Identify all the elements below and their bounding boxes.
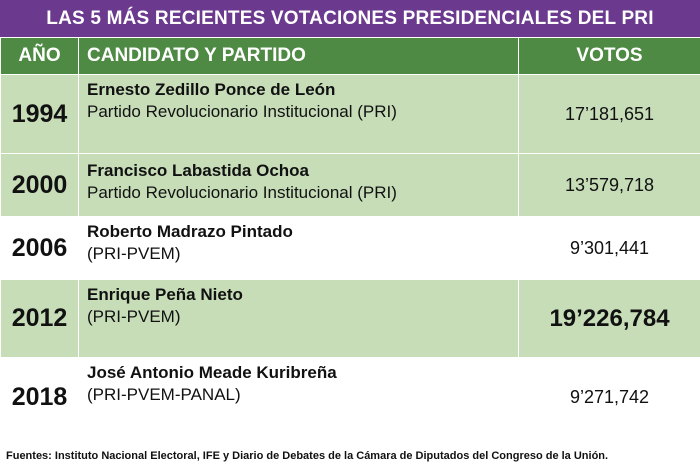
table-header-row xyxy=(1,38,700,75)
candidate-name: Francisco Labastida Ochoa xyxy=(87,161,310,180)
candidate-party: Partido Revolucionario Institucional (PRI) xyxy=(87,183,397,202)
row-year: 2000 xyxy=(1,154,79,217)
table-row xyxy=(1,280,700,358)
row-year: 2012 xyxy=(1,280,79,358)
row-votes: 9’301,441 xyxy=(519,217,700,280)
row-candidate xyxy=(79,154,519,217)
row-candidate xyxy=(79,217,519,280)
candidate-name: José Antonio Meade Kuribreña xyxy=(87,363,337,382)
row-candidate xyxy=(79,358,519,437)
candidate-name: Ernesto Zedillo Ponce de León xyxy=(87,80,336,99)
row-year: 2018 xyxy=(1,358,79,437)
sources-note: Fuentes: Instituto Nacional Electoral, IFE y Diario de Debates de la Cámara de Diputados del Congreso de la Unión. xyxy=(6,450,609,462)
table-row xyxy=(1,75,700,154)
votes-table xyxy=(0,37,700,437)
candidate-party: (PRI-PVEM-PANAL) xyxy=(87,385,241,404)
header-votes: VOTOS xyxy=(519,38,700,75)
row-votes: 17’181,651 xyxy=(519,75,700,154)
candidate-name: Enrique Peña Nieto xyxy=(87,285,243,304)
row-votes: 13’579,718 xyxy=(519,154,700,217)
row-year: 2006 xyxy=(1,217,79,280)
row-candidate xyxy=(79,75,519,154)
table-row xyxy=(1,217,700,280)
header-year: AÑO xyxy=(1,38,79,75)
candidate-party: (PRI-PVEM) xyxy=(87,307,181,326)
table-row xyxy=(1,154,700,217)
table-title: LAS 5 MÁS RECIENTES VOTACIONES PRESIDENCIALES DEL PRI xyxy=(0,0,700,37)
candidate-party: Partido Revolucionario Institucional (PRI) xyxy=(87,102,397,121)
row-candidate xyxy=(79,280,519,358)
row-year: 1994 xyxy=(1,75,79,154)
row-votes: 19’226,784 xyxy=(519,280,700,358)
header-candidate: CANDIDATO Y PARTIDO xyxy=(79,38,519,75)
candidate-name: Roberto Madrazo Pintado xyxy=(87,222,293,241)
table-row xyxy=(1,358,700,437)
row-votes: 9’271,742 xyxy=(519,358,700,437)
candidate-party: (PRI-PVEM) xyxy=(87,244,181,263)
